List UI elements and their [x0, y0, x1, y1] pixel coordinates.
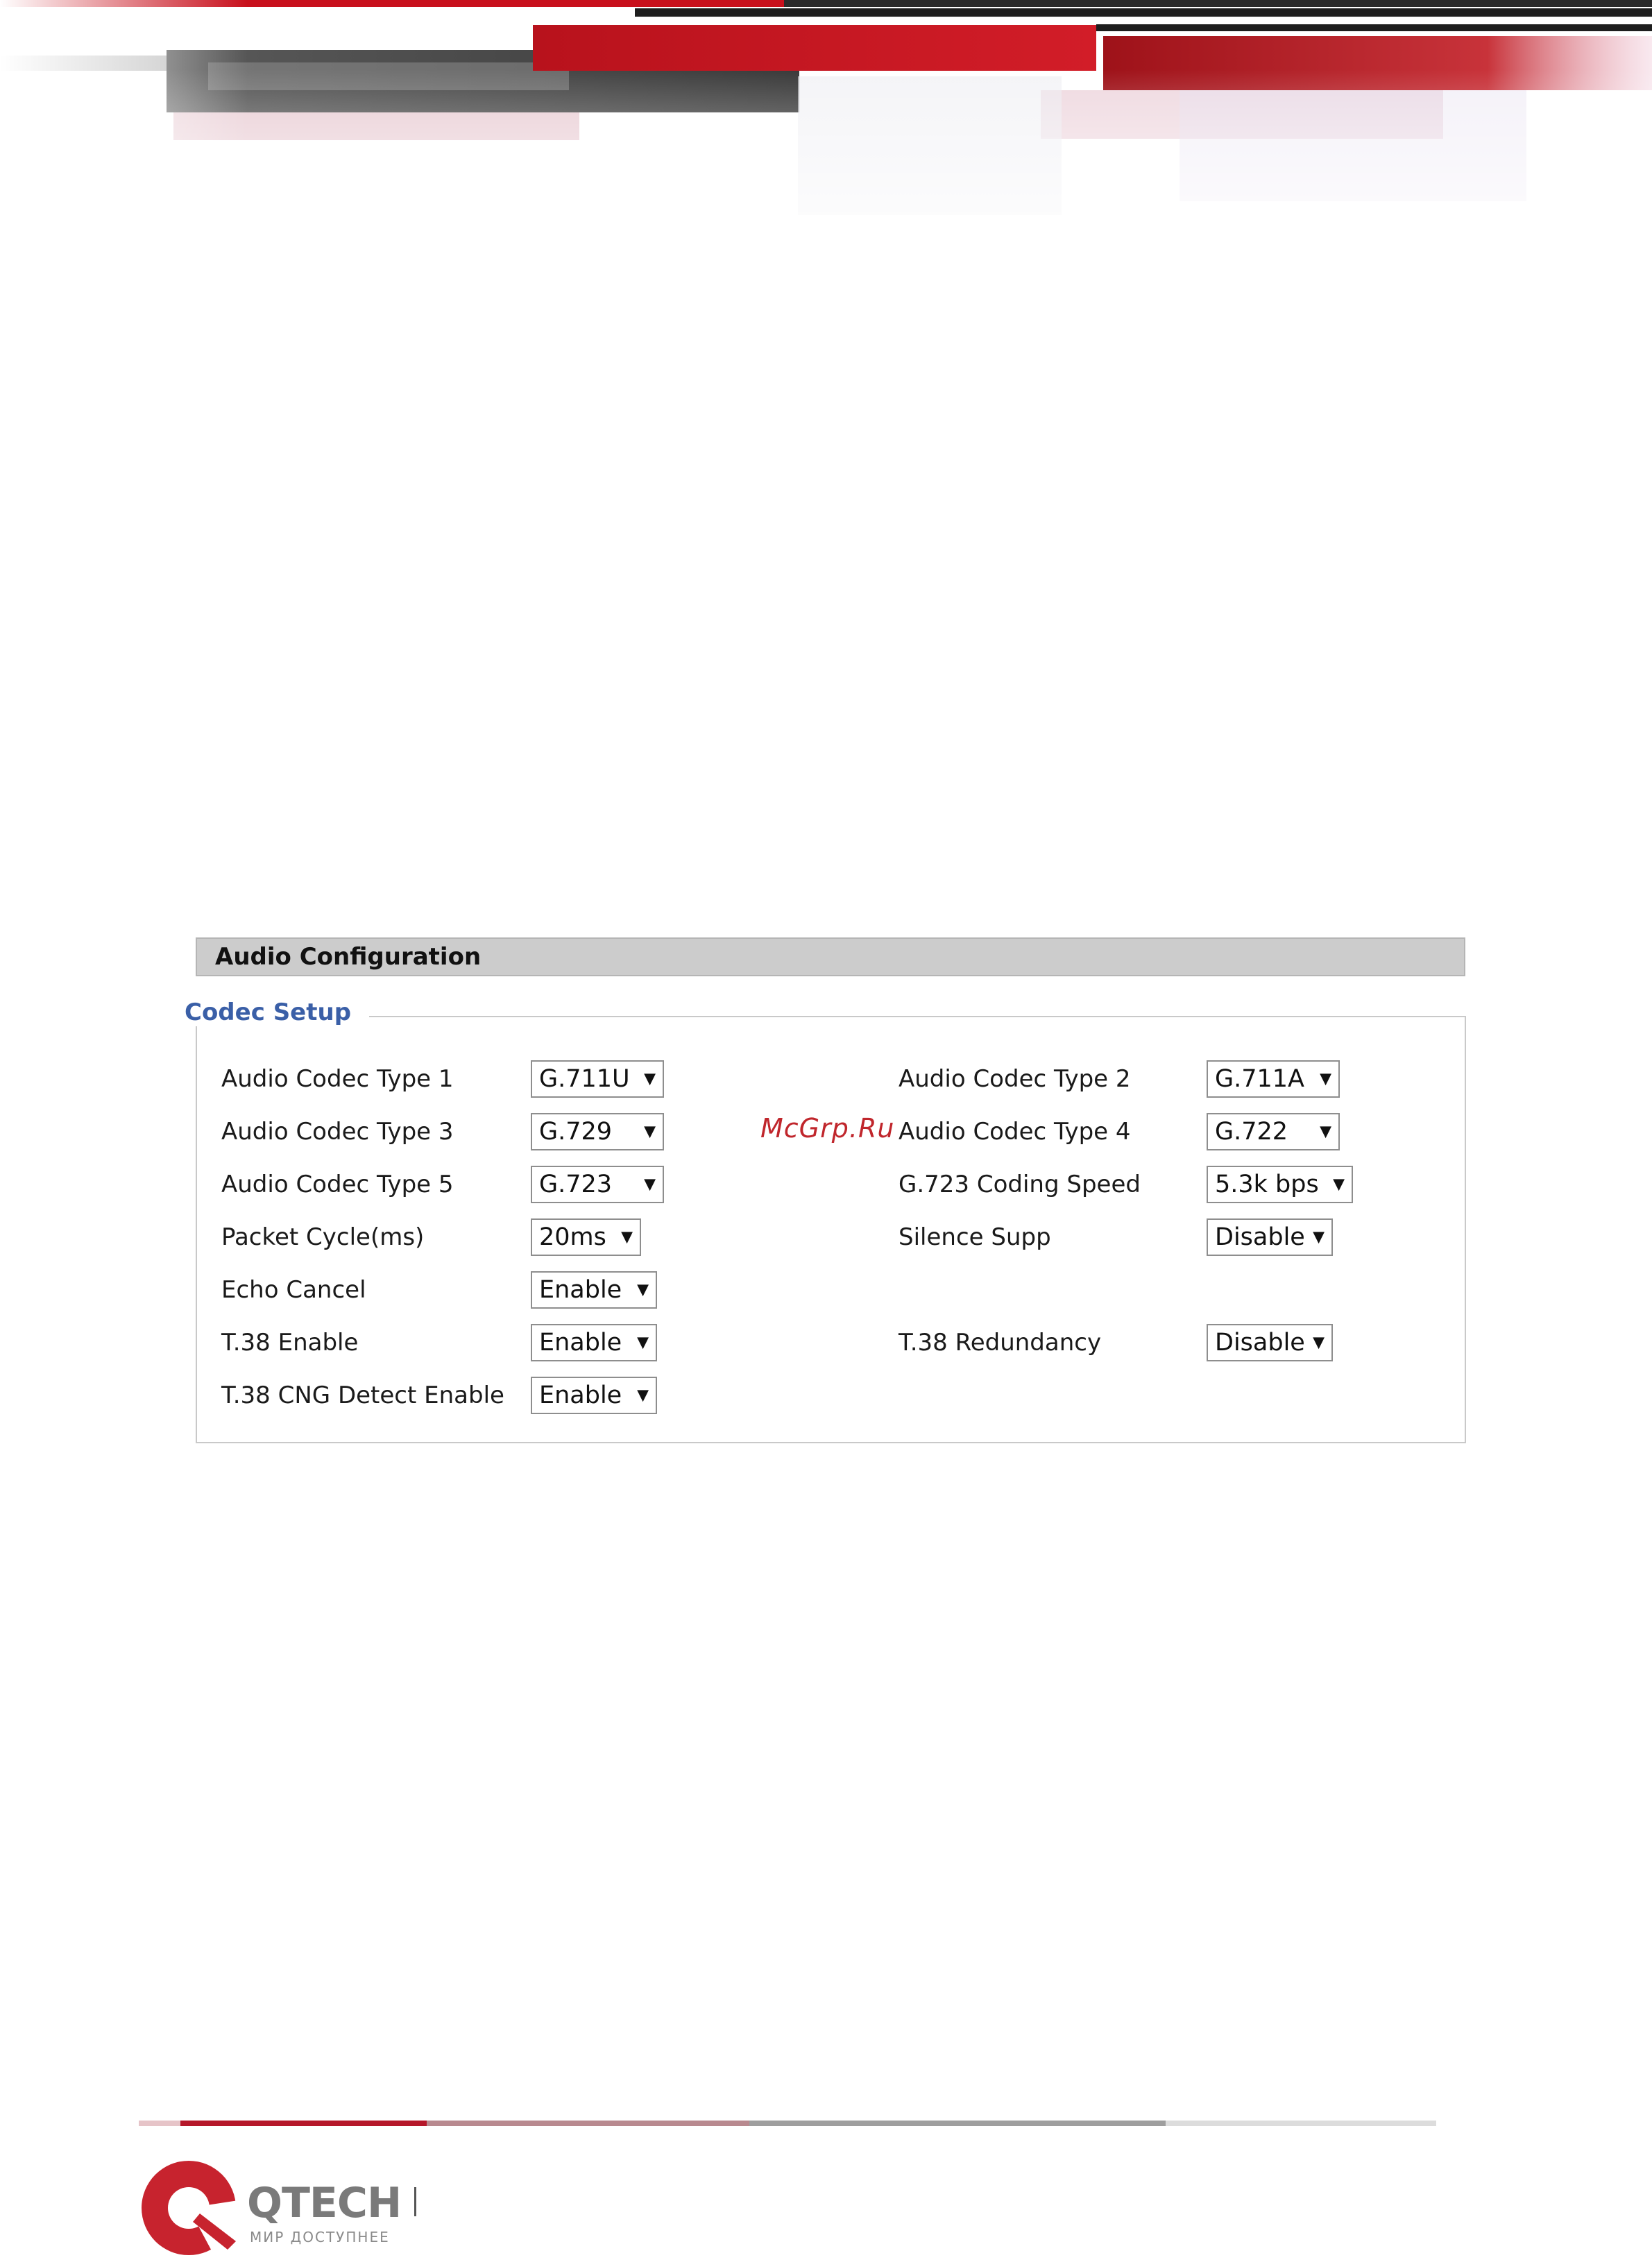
packet-cycle-select[interactable]	[531, 1218, 641, 1256]
footer-separator	[414, 2187, 416, 2216]
section-title: Audio Configuration	[215, 943, 482, 971]
packet-cycle-value: 20ms	[539, 1223, 606, 1251]
t38-enable-value: Enable	[539, 1329, 622, 1357]
brand-name: QTECH	[247, 2179, 402, 2227]
audio-codec-type-4-select[interactable]	[1207, 1113, 1340, 1150]
packet-cycle-label: Packet Cycle(ms)	[221, 1223, 425, 1251]
dropdown-arrow-icon: ▼	[621, 1228, 633, 1246]
audio-codec-type-3-select[interactable]	[531, 1113, 664, 1150]
qtech-logo-icon	[139, 2158, 243, 2260]
dropdown-arrow-icon: ▼	[1320, 1070, 1331, 1088]
dropdown-arrow-icon: ▼	[1313, 1334, 1325, 1352]
watermark-text: McGrp.Ru	[760, 1113, 895, 1144]
g723-coding-speed-value: 5.3k bps	[1215, 1171, 1319, 1198]
banner-graphic	[0, 0, 1652, 278]
audio-codec-type-2-label: Audio Codec Type 2	[899, 1065, 1131, 1093]
dropdown-arrow-icon: ▼	[637, 1334, 649, 1352]
codec-setup-legend: Codec Setup	[182, 999, 369, 1026]
g723-coding-speed-select[interactable]	[1207, 1166, 1353, 1203]
audio-codec-type-5-value: G.723	[539, 1171, 613, 1198]
footer-rule-segment	[1166, 2121, 1436, 2126]
header-banner	[0, 0, 1652, 278]
audio-codec-type-3-label: Audio Codec Type 3	[221, 1118, 454, 1146]
t38-enable-label: T.38 Enable	[221, 1329, 359, 1357]
t38-cng-detect-select[interactable]	[531, 1377, 657, 1414]
echo-cancel-label: Echo Cancel	[221, 1276, 366, 1304]
dropdown-arrow-icon: ▼	[637, 1386, 649, 1404]
footer-rule-segment	[749, 2121, 1166, 2126]
dropdown-arrow-icon: ▼	[1333, 1175, 1345, 1193]
silence-supp-label: Silence Supp	[899, 1223, 1051, 1251]
g723-coding-speed-label: G.723 Coding Speed	[899, 1171, 1141, 1198]
echo-cancel-value: Enable	[539, 1276, 622, 1304]
echo-cancel-select[interactable]	[531, 1271, 657, 1309]
audio-codec-type-1-value: G.711U	[539, 1065, 630, 1093]
dropdown-arrow-icon: ▼	[644, 1070, 656, 1088]
section-header-bar	[196, 937, 1465, 976]
footer-rule-segment	[139, 2121, 180, 2126]
footer-rule	[139, 2121, 1436, 2126]
audio-codec-type-4-label: Audio Codec Type 4	[899, 1118, 1131, 1146]
audio-codec-type-2-value: G.711A	[1215, 1065, 1304, 1093]
audio-codec-type-2-select[interactable]	[1207, 1060, 1340, 1098]
dropdown-arrow-icon: ▼	[1313, 1228, 1325, 1246]
audio-codec-type-5-select[interactable]	[531, 1166, 664, 1203]
dropdown-arrow-icon: ▼	[1320, 1123, 1331, 1141]
t38-redundancy-label: T.38 Redundancy	[899, 1329, 1102, 1357]
audio-codec-type-1-select[interactable]	[531, 1060, 664, 1098]
footer-rule-segment	[180, 2121, 427, 2126]
t38-cng-detect-value: Enable	[539, 1382, 622, 1409]
dropdown-arrow-icon: ▼	[644, 1123, 656, 1141]
brand-tagline: МИР ДОСТУПНЕЕ	[250, 2229, 390, 2245]
audio-codec-type-5-label: Audio Codec Type 5	[221, 1171, 454, 1198]
t38-redundancy-select[interactable]	[1207, 1324, 1333, 1361]
silence-supp-select[interactable]	[1207, 1218, 1333, 1256]
t38-redundancy-value: Disable	[1215, 1329, 1305, 1357]
dropdown-arrow-icon: ▼	[644, 1175, 656, 1193]
audio-codec-type-4-value: G.722	[1215, 1118, 1288, 1146]
audio-codec-type-1-label: Audio Codec Type 1	[221, 1065, 454, 1093]
t38-cng-detect-label: T.38 CNG Detect Enable	[221, 1382, 504, 1409]
audio-codec-type-3-value: G.729	[539, 1118, 613, 1146]
silence-supp-value: Disable	[1215, 1223, 1305, 1251]
footer-rule-segment	[427, 2121, 749, 2126]
t38-enable-select[interactable]	[531, 1324, 657, 1361]
dropdown-arrow-icon: ▼	[637, 1281, 649, 1299]
